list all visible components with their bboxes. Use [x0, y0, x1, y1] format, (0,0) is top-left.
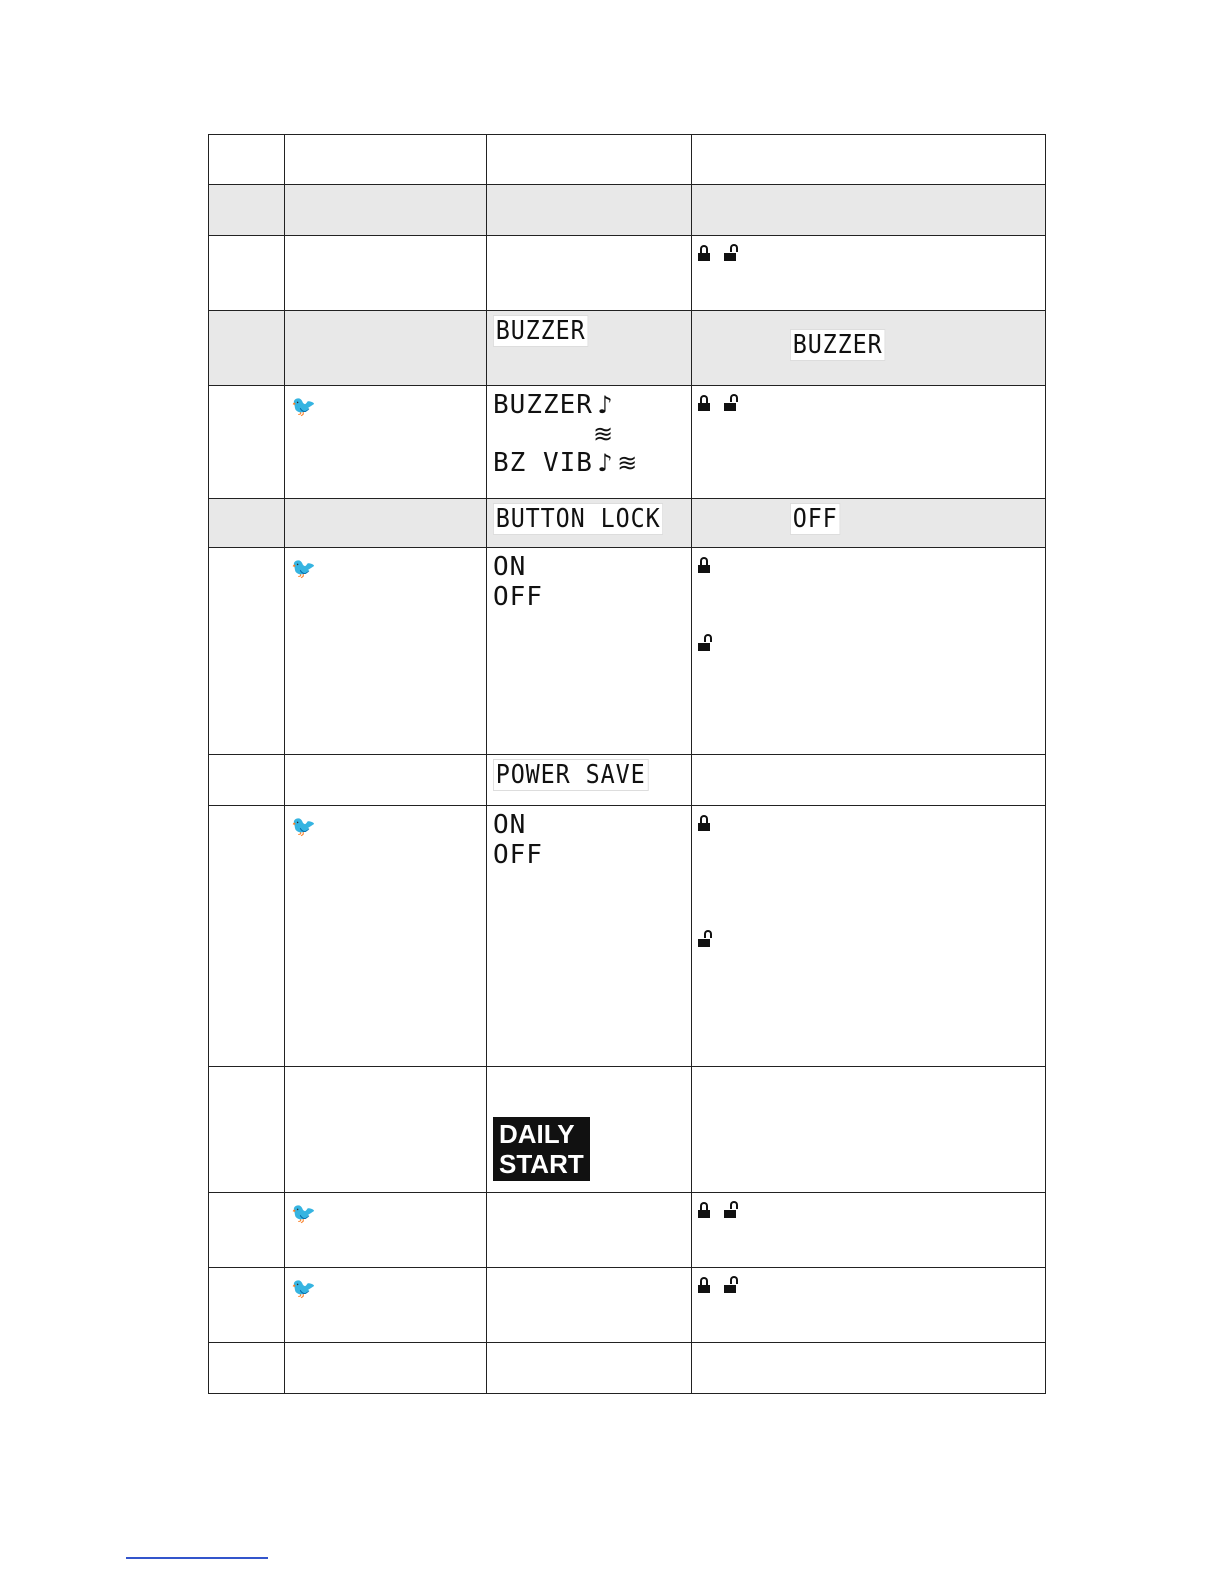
vibrate-icon: ≋ [617, 449, 638, 477]
lcd-button-lock: BUTTON LOCK [493, 503, 663, 535]
lock-open-icon [724, 1282, 736, 1293]
footer-link-underline[interactable] [126, 1557, 268, 1559]
lcd-buzzer: BUZZER [493, 315, 588, 347]
bird-icon: 🐦 [291, 556, 316, 580]
table-row [209, 236, 1046, 311]
lock-closed-icon [698, 250, 710, 261]
lcd-power-save: POWER SAVE [493, 759, 648, 791]
bird-icon: 🐦 [291, 1201, 316, 1225]
table-row [209, 1343, 1046, 1394]
bird-icon: 🐦 [291, 814, 316, 838]
lock-closed-icon [698, 562, 710, 573]
table-row [209, 499, 1046, 548]
daily-start-badge: DAILY START [493, 1117, 590, 1181]
table-row [209, 135, 1046, 185]
lcd-buzzer-option: BUZZER [493, 390, 593, 420]
table-row [209, 1067, 1046, 1193]
lock-closed-icon [698, 400, 710, 411]
bird-icon: 🐦 [291, 394, 316, 418]
lock-open-icon [724, 1207, 736, 1218]
table-row [209, 311, 1046, 386]
table-row [209, 755, 1046, 806]
table-row [209, 185, 1046, 236]
settings-table [208, 134, 1046, 1394]
lock-open-icon [698, 936, 710, 947]
lcd-off: OFF [493, 582, 543, 612]
lock-open-icon [698, 640, 710, 651]
lock-open-icon [724, 250, 736, 261]
table-row [209, 548, 1046, 755]
bird-icon: 🐦 [291, 1276, 316, 1300]
music-note-icon: ♪ [597, 449, 613, 477]
lcd-off-default: OFF [790, 503, 840, 535]
lock-closed-icon [698, 1207, 710, 1218]
lcd-buzzer-default: BUZZER [790, 329, 885, 361]
lcd-on: ON [493, 810, 527, 840]
table-row [209, 1193, 1046, 1268]
table-row [209, 806, 1046, 1067]
lock-closed-icon [698, 820, 710, 831]
music-note-icon: ♪ [597, 391, 613, 419]
lcd-on: ON [493, 552, 527, 582]
lock-open-icon [724, 400, 736, 411]
vibrate-icon: ≋ [593, 420, 614, 448]
table-row [209, 1268, 1046, 1343]
table-row [209, 386, 1046, 499]
lcd-off: OFF [493, 840, 543, 870]
lock-closed-icon [698, 1282, 710, 1293]
lcd-bz-vib: BZ VIB [493, 448, 593, 478]
